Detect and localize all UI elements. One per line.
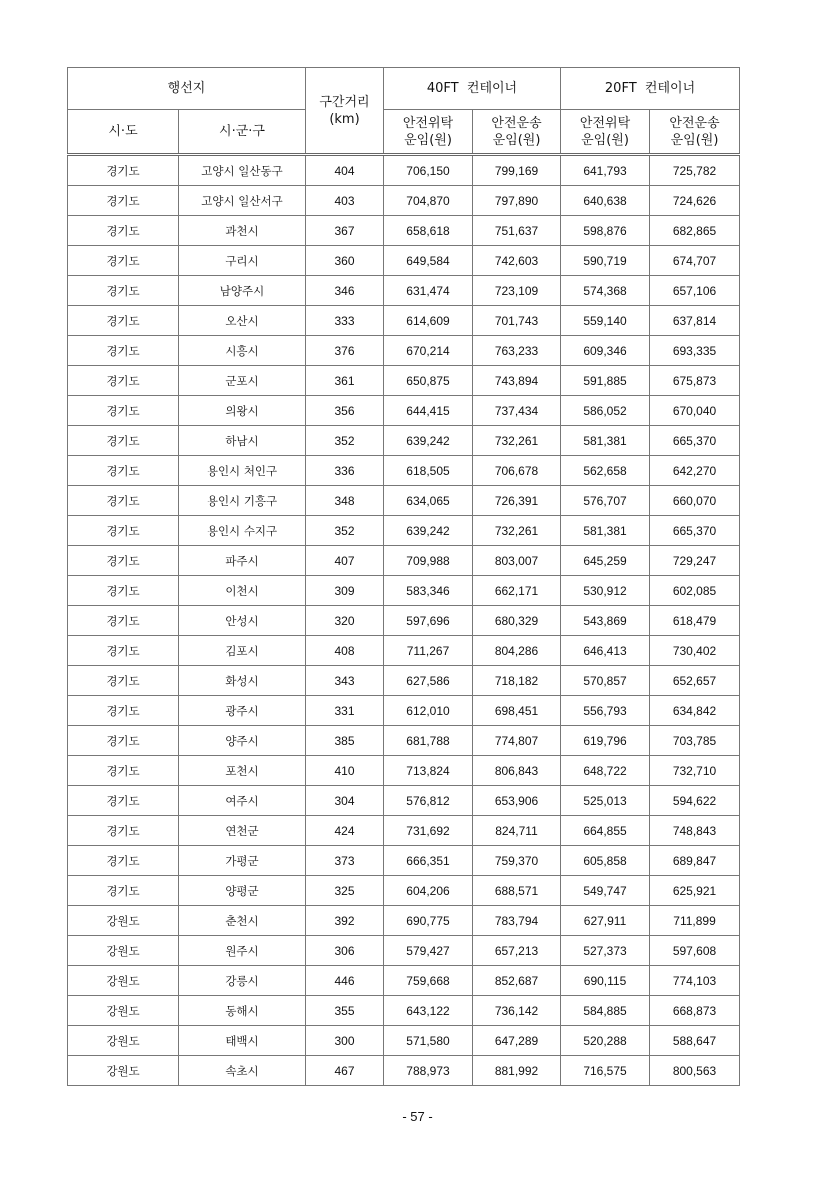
transport-fare-20ft-cell: 665,370	[650, 516, 740, 546]
city-cell: 여주시	[179, 786, 306, 816]
transport-fare-20ft-cell: 693,335	[650, 336, 740, 366]
consign-fare-40ft-cell: 704,870	[384, 186, 473, 216]
city-cell: 강릉시	[179, 966, 306, 996]
consign-fare-20ft-cell: 648,722	[561, 756, 650, 786]
distance-cell: 392	[306, 906, 384, 936]
province-cell: 경기도	[68, 155, 179, 186]
consign-fare-20ft-cell: 581,381	[561, 426, 650, 456]
transport-fare-20ft-cell: 774,103	[650, 966, 740, 996]
distance-cell: 304	[306, 786, 384, 816]
transport-fare-20ft-cell: 689,847	[650, 846, 740, 876]
city-cell: 양평군	[179, 876, 306, 906]
city-cell: 하남시	[179, 426, 306, 456]
consign-fare-40ft-cell: 731,692	[384, 816, 473, 846]
table-row	[68, 816, 740, 846]
table-row	[68, 996, 740, 1026]
destination-header: 행선지	[68, 68, 306, 110]
consign-fare-40ft-cell: 644,415	[384, 396, 473, 426]
consign-fare-40ft-cell: 614,609	[384, 306, 473, 336]
transport-fare-20ft-cell: 657,106	[650, 276, 740, 306]
table-row	[68, 696, 740, 726]
transport-fare-40ft-cell: 743,894	[473, 366, 561, 396]
consign-fare-20ft-cell: 690,115	[561, 966, 650, 996]
consign-fare-40ft-cell: 631,474	[384, 276, 473, 306]
transport-fare-20ft-cell: 725,782	[650, 155, 740, 186]
table-row	[68, 906, 740, 936]
transport-fare-20ft-cell: 730,402	[650, 636, 740, 666]
consign-fare-20ft-cell: 574,368	[561, 276, 650, 306]
city-cell: 파주시	[179, 546, 306, 576]
consign-fare-20ft-cell: 619,796	[561, 726, 650, 756]
transport-fare-20ft-cell: 625,921	[650, 876, 740, 906]
container-40ft-header: 40FT 컨테이너	[384, 68, 561, 110]
province-cell: 경기도	[68, 666, 179, 696]
consign-fare-20ft-cell: 664,855	[561, 816, 650, 846]
transport-fare-40ft-cell: 803,007	[473, 546, 561, 576]
city-cell: 용인시 수지구	[179, 516, 306, 546]
distance-cell: 343	[306, 666, 384, 696]
consign-fare-40ft-cell: 711,267	[384, 636, 473, 666]
transport-fare-40ft-cell: 736,142	[473, 996, 561, 1026]
province-cell: 경기도	[68, 846, 179, 876]
transport-fare-20ft-cell: 682,865	[650, 216, 740, 246]
consign-fare-40ft-cell: 759,668	[384, 966, 473, 996]
province-cell: 강원도	[68, 936, 179, 966]
province-cell: 경기도	[68, 486, 179, 516]
distance-cell: 410	[306, 756, 384, 786]
page-number: - 57 -	[402, 1109, 433, 1124]
table-row	[68, 306, 740, 336]
city-cell: 용인시 처인구	[179, 456, 306, 486]
city-cell: 광주시	[179, 696, 306, 726]
consign-fare-40ft-cell: 639,242	[384, 426, 473, 456]
transport-fare-40ft-cell: 706,678	[473, 456, 561, 486]
province-cell: 경기도	[68, 516, 179, 546]
province-cell: 경기도	[68, 876, 179, 906]
transport-fare-40ft-cell: 737,434	[473, 396, 561, 426]
consign-fare-40ft-cell: 639,242	[384, 516, 473, 546]
transport-fare-40ft-cell: 701,743	[473, 306, 561, 336]
consign-fare-40ft-cell: 670,214	[384, 336, 473, 366]
distance-cell: 309	[306, 576, 384, 606]
container-20ft-header: 20FT 컨테이너	[561, 68, 740, 110]
table-row	[68, 576, 740, 606]
province-cell: 경기도	[68, 276, 179, 306]
city-cell: 군포시	[179, 366, 306, 396]
city-cell: 과천시	[179, 216, 306, 246]
transport-fare-40ft-cell: 718,182	[473, 666, 561, 696]
transport-fare-40ft-cell: 653,906	[473, 786, 561, 816]
consign-fare-40ft-cell: 634,065	[384, 486, 473, 516]
transport-fare-20ft-cell: 703,785	[650, 726, 740, 756]
city-cell: 고양시 일산서구	[179, 186, 306, 216]
province-cell: 강원도	[68, 1026, 179, 1056]
consign-fare-20ft-cell: 559,140	[561, 306, 650, 336]
province-cell: 경기도	[68, 726, 179, 756]
transport-fare-40ft-header: 안전운송 운임(원)	[473, 110, 561, 155]
distance-cell: 467	[306, 1056, 384, 1086]
city-cell: 오산시	[179, 306, 306, 336]
transport-fare-20ft-cell: 711,899	[650, 906, 740, 936]
consign-fare-20ft-header: 안전위탁 운임(원)	[561, 110, 650, 155]
distance-cell: 352	[306, 516, 384, 546]
province-cell: 경기도	[68, 216, 179, 246]
table-row	[68, 155, 740, 186]
consign-fare-40ft-cell: 618,505	[384, 456, 473, 486]
city-cell: 의왕시	[179, 396, 306, 426]
table-row	[68, 366, 740, 396]
consign-fare-40ft-cell: 597,696	[384, 606, 473, 636]
consign-fare-40ft-cell: 604,206	[384, 876, 473, 906]
province-cell: 강원도	[68, 966, 179, 996]
consign-fare-20ft-cell: 576,707	[561, 486, 650, 516]
transport-fare-20ft-cell: 724,626	[650, 186, 740, 216]
table-row	[68, 276, 740, 306]
province-cell: 경기도	[68, 696, 179, 726]
province-cell: 경기도	[68, 306, 179, 336]
table-row	[68, 246, 740, 276]
city-cell: 안성시	[179, 606, 306, 636]
distance-cell: 300	[306, 1026, 384, 1056]
transport-fare-40ft-cell: 647,289	[473, 1026, 561, 1056]
table-row	[68, 876, 740, 906]
distance-cell: 407	[306, 546, 384, 576]
distance-cell: 404	[306, 155, 384, 186]
distance-cell: 356	[306, 396, 384, 426]
freight-rate-table	[67, 67, 740, 1086]
transport-fare-40ft-cell: 783,794	[473, 906, 561, 936]
distance-cell: 306	[306, 936, 384, 966]
province-cell: 강원도	[68, 906, 179, 936]
transport-fare-40ft-cell: 881,992	[473, 1056, 561, 1086]
distance-cell: 325	[306, 876, 384, 906]
distance-cell: 336	[306, 456, 384, 486]
city-cell: 고양시 일산동구	[179, 155, 306, 186]
table-row	[68, 636, 740, 666]
city-cell: 시흥시	[179, 336, 306, 366]
consign-fare-40ft-cell: 690,775	[384, 906, 473, 936]
consign-fare-20ft-cell: 716,575	[561, 1056, 650, 1086]
city-cell: 이천시	[179, 576, 306, 606]
transport-fare-40ft-cell: 852,687	[473, 966, 561, 996]
distance-cell: 403	[306, 186, 384, 216]
consign-fare-40ft-cell: 643,122	[384, 996, 473, 1026]
province-cell: 강원도	[68, 1056, 179, 1086]
table-row	[68, 1026, 740, 1056]
distance-cell: 331	[306, 696, 384, 726]
distance-cell: 348	[306, 486, 384, 516]
consign-fare-20ft-cell: 570,857	[561, 666, 650, 696]
transport-fare-40ft-cell: 824,711	[473, 816, 561, 846]
transport-fare-20ft-cell: 602,085	[650, 576, 740, 606]
consign-fare-20ft-cell: 609,346	[561, 336, 650, 366]
province-cell: 경기도	[68, 366, 179, 396]
province-cell: 경기도	[68, 756, 179, 786]
province-cell: 경기도	[68, 336, 179, 366]
table-row	[68, 516, 740, 546]
transport-fare-20ft-cell: 732,710	[650, 756, 740, 786]
distance-cell: 373	[306, 846, 384, 876]
table-row	[68, 336, 740, 366]
consign-fare-40ft-cell: 576,812	[384, 786, 473, 816]
transport-fare-40ft-cell: 723,109	[473, 276, 561, 306]
province-cell: 경기도	[68, 636, 179, 666]
transport-fare-20ft-cell: 748,843	[650, 816, 740, 846]
province-cell: 경기도	[68, 246, 179, 276]
consign-fare-20ft-cell: 584,885	[561, 996, 650, 1026]
transport-fare-40ft-cell: 799,169	[473, 155, 561, 186]
consign-fare-40ft-cell: 571,580	[384, 1026, 473, 1056]
distance-cell: 320	[306, 606, 384, 636]
table-row	[68, 606, 740, 636]
transport-fare-20ft-cell: 674,707	[650, 246, 740, 276]
transport-fare-20ft-cell: 675,873	[650, 366, 740, 396]
transport-fare-40ft-cell: 657,213	[473, 936, 561, 966]
province-cell: 경기도	[68, 576, 179, 606]
transport-fare-40ft-cell: 742,603	[473, 246, 561, 276]
transport-fare-40ft-cell: 763,233	[473, 336, 561, 366]
distance-cell: 446	[306, 966, 384, 996]
city-cell: 용인시 기흥구	[179, 486, 306, 516]
transport-fare-20ft-cell: 665,370	[650, 426, 740, 456]
city-cell: 춘천시	[179, 906, 306, 936]
transport-fare-20ft-cell: 660,070	[650, 486, 740, 516]
consign-fare-40ft-cell: 658,618	[384, 216, 473, 246]
transport-fare-20ft-cell: 642,270	[650, 456, 740, 486]
transport-fare-40ft-cell: 732,261	[473, 426, 561, 456]
province-cell: 경기도	[68, 816, 179, 846]
consign-fare-20ft-cell: 543,869	[561, 606, 650, 636]
table-body	[68, 155, 740, 1086]
consign-fare-20ft-cell: 640,638	[561, 186, 650, 216]
consign-fare-20ft-cell: 556,793	[561, 696, 650, 726]
consign-fare-40ft-cell: 709,988	[384, 546, 473, 576]
transport-fare-40ft-cell: 804,286	[473, 636, 561, 666]
transport-fare-40ft-cell: 774,807	[473, 726, 561, 756]
table-row	[68, 726, 740, 756]
table-row	[68, 426, 740, 456]
transport-fare-20ft-cell: 652,657	[650, 666, 740, 696]
table-row	[68, 186, 740, 216]
consign-fare-40ft-cell: 788,973	[384, 1056, 473, 1086]
consign-fare-20ft-cell: 627,911	[561, 906, 650, 936]
distance-cell: 355	[306, 996, 384, 1026]
consign-fare-40ft-cell: 612,010	[384, 696, 473, 726]
city-cell: 화성시	[179, 666, 306, 696]
transport-fare-40ft-cell: 751,637	[473, 216, 561, 246]
province-cell: 경기도	[68, 426, 179, 456]
city-cell: 구리시	[179, 246, 306, 276]
table-row	[68, 546, 740, 576]
distance-cell: 361	[306, 366, 384, 396]
province-cell: 경기도	[68, 456, 179, 486]
city-cell: 속초시	[179, 1056, 306, 1086]
consign-fare-40ft-cell: 666,351	[384, 846, 473, 876]
transport-fare-40ft-cell: 680,329	[473, 606, 561, 636]
city-cell: 연천군	[179, 816, 306, 846]
transport-fare-40ft-cell: 797,890	[473, 186, 561, 216]
consign-fare-20ft-cell: 605,858	[561, 846, 650, 876]
city-cell: 원주시	[179, 936, 306, 966]
transport-fare-20ft-cell: 729,247	[650, 546, 740, 576]
distance-cell: 346	[306, 276, 384, 306]
table-row	[68, 846, 740, 876]
transport-fare-40ft-cell: 662,171	[473, 576, 561, 606]
transport-fare-20ft-cell: 618,479	[650, 606, 740, 636]
city-cell: 태백시	[179, 1026, 306, 1056]
table-row	[68, 1056, 740, 1086]
transport-fare-20ft-cell: 634,842	[650, 696, 740, 726]
consign-fare-20ft-cell: 590,719	[561, 246, 650, 276]
distance-cell: 385	[306, 726, 384, 756]
consign-fare-40ft-cell: 650,875	[384, 366, 473, 396]
transport-fare-20ft-cell: 637,814	[650, 306, 740, 336]
table-row	[68, 786, 740, 816]
consign-fare-20ft-cell: 549,747	[561, 876, 650, 906]
distance-cell: 408	[306, 636, 384, 666]
transport-fare-20ft-header: 안전운송 운임(원)	[650, 110, 740, 155]
city-cell: 김포시	[179, 636, 306, 666]
province-header: 시·도	[68, 110, 179, 155]
table-row	[68, 756, 740, 786]
consign-fare-20ft-cell: 586,052	[561, 396, 650, 426]
distance-cell: 360	[306, 246, 384, 276]
transport-fare-20ft-cell: 594,622	[650, 786, 740, 816]
transport-fare-40ft-cell: 726,391	[473, 486, 561, 516]
table-row	[68, 936, 740, 966]
transport-fare-20ft-cell: 800,563	[650, 1056, 740, 1086]
consign-fare-20ft-cell: 562,658	[561, 456, 650, 486]
consign-fare-20ft-cell: 527,373	[561, 936, 650, 966]
city-cell: 동해시	[179, 996, 306, 1026]
table-row	[68, 966, 740, 996]
distance-cell: 424	[306, 816, 384, 846]
consign-fare-20ft-cell: 641,793	[561, 155, 650, 186]
table-row	[68, 216, 740, 246]
distance-header: 구간거리 (km)	[306, 68, 384, 155]
transport-fare-20ft-cell: 670,040	[650, 396, 740, 426]
transport-fare-20ft-cell: 588,647	[650, 1026, 740, 1056]
consign-fare-20ft-cell: 598,876	[561, 216, 650, 246]
province-cell: 강원도	[68, 996, 179, 1026]
consign-fare-20ft-cell: 530,912	[561, 576, 650, 606]
province-cell: 경기도	[68, 786, 179, 816]
distance-cell: 367	[306, 216, 384, 246]
consign-fare-40ft-header: 안전위탁 운임(원)	[384, 110, 473, 155]
transport-fare-40ft-cell: 698,451	[473, 696, 561, 726]
province-cell: 경기도	[68, 186, 179, 216]
province-cell: 경기도	[68, 396, 179, 426]
province-cell: 경기도	[68, 546, 179, 576]
consign-fare-40ft-cell: 681,788	[384, 726, 473, 756]
consign-fare-20ft-cell: 520,288	[561, 1026, 650, 1056]
distance-cell: 376	[306, 336, 384, 366]
city-cell: 남양주시	[179, 276, 306, 306]
consign-fare-20ft-cell: 646,413	[561, 636, 650, 666]
consign-fare-20ft-cell: 525,013	[561, 786, 650, 816]
transport-fare-20ft-cell: 668,873	[650, 996, 740, 1026]
transport-fare-40ft-cell: 806,843	[473, 756, 561, 786]
table-row	[68, 666, 740, 696]
consign-fare-40ft-cell: 627,586	[384, 666, 473, 696]
consign-fare-20ft-cell: 581,381	[561, 516, 650, 546]
province-cell: 경기도	[68, 606, 179, 636]
city-cell: 포천시	[179, 756, 306, 786]
consign-fare-40ft-cell: 579,427	[384, 936, 473, 966]
consign-fare-40ft-cell: 713,824	[384, 756, 473, 786]
transport-fare-40ft-cell: 759,370	[473, 846, 561, 876]
city-cell: 양주시	[179, 726, 306, 756]
transport-fare-40ft-cell: 732,261	[473, 516, 561, 546]
distance-cell: 352	[306, 426, 384, 456]
table-row	[68, 396, 740, 426]
transport-fare-20ft-cell: 597,608	[650, 936, 740, 966]
transport-fare-40ft-cell: 688,571	[473, 876, 561, 906]
consign-fare-20ft-cell: 645,259	[561, 546, 650, 576]
table-row	[68, 486, 740, 516]
table-row	[68, 456, 740, 486]
consign-fare-40ft-cell: 649,584	[384, 246, 473, 276]
consign-fare-40ft-cell: 706,150	[384, 155, 473, 186]
consign-fare-40ft-cell: 583,346	[384, 576, 473, 606]
distance-cell: 333	[306, 306, 384, 336]
city-cell: 가평군	[179, 846, 306, 876]
consign-fare-20ft-cell: 591,885	[561, 366, 650, 396]
city-header: 시·군·구	[179, 110, 306, 155]
